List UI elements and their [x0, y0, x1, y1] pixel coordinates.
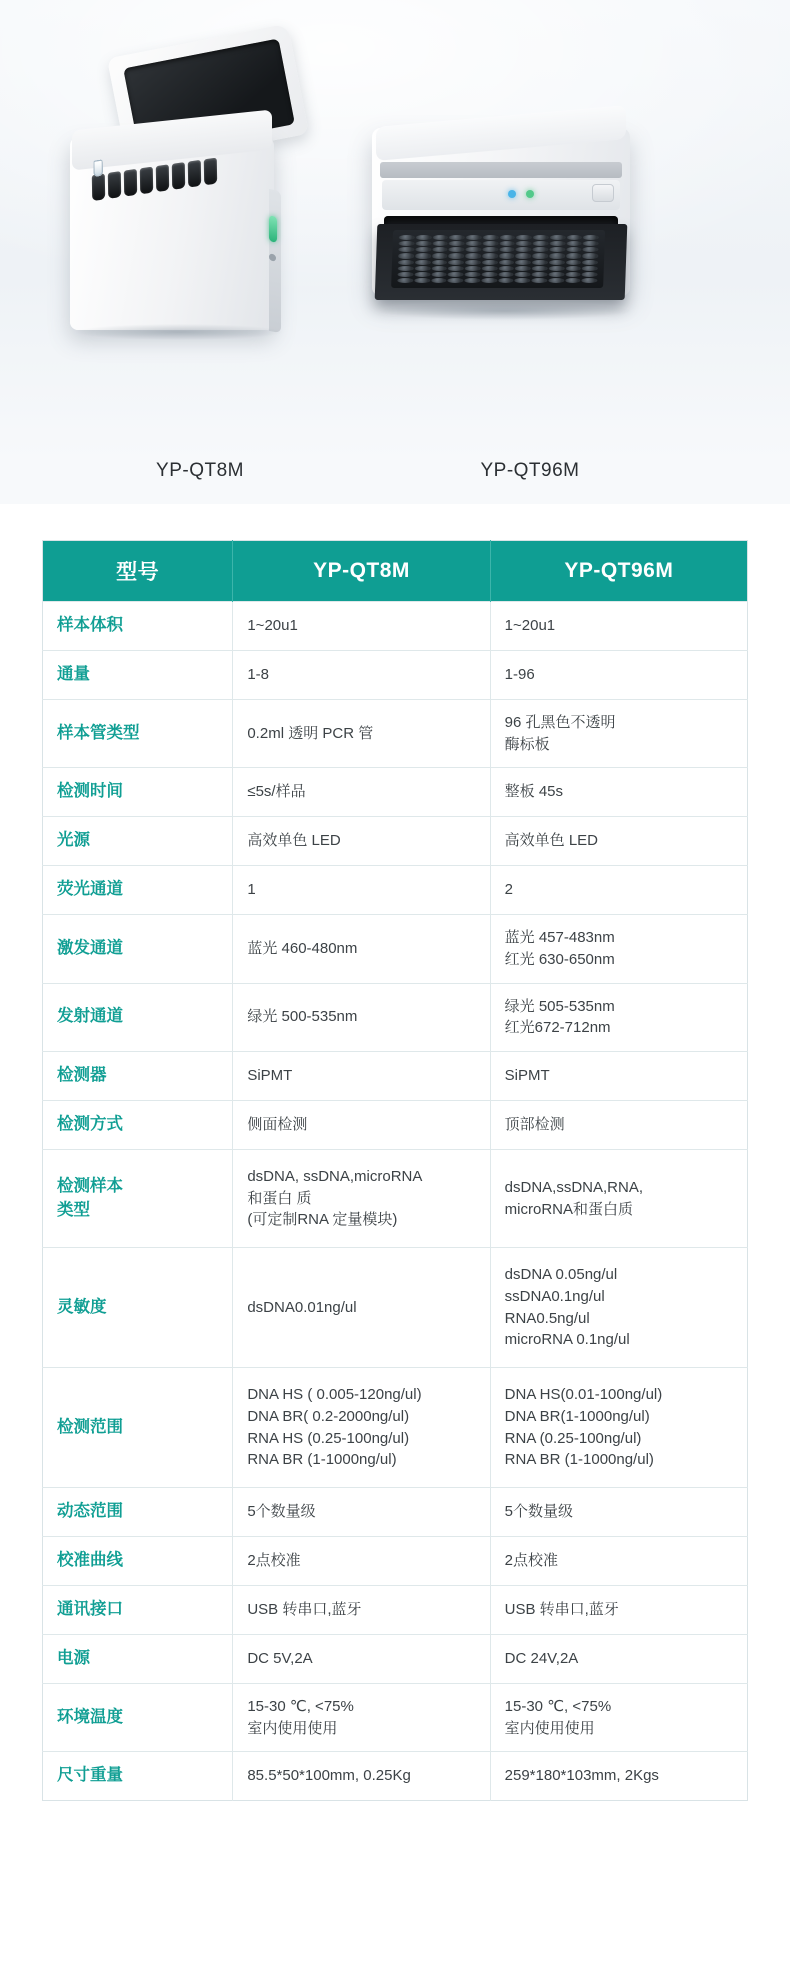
- row-label-9: [43, 1052, 233, 1101]
- row-label-12: [43, 1248, 233, 1368]
- row-value-qt8m-19: [233, 1752, 490, 1801]
- row-value-qt8m-14: [233, 1488, 490, 1537]
- row-value-qt8m-10: [233, 1101, 490, 1150]
- cell-text-line: 1: [247, 881, 256, 899]
- table-row: [43, 1488, 748, 1537]
- row-label-1: [43, 602, 233, 651]
- cell-text-line: 红光672-712nm: [504, 1019, 611, 1037]
- cell-text-line: 绿光 500-535nm: [247, 1008, 358, 1026]
- row-value-qt96m-12: [490, 1248, 747, 1368]
- row-value-qt96m-14: [490, 1488, 747, 1537]
- cell-text-line: 1-8: [247, 666, 270, 683]
- cell-text-line: 96 孔黑色不透明: [504, 713, 616, 731]
- cell-text-line: 15-30 ℃, <75%: [247, 1697, 354, 1715]
- cell-text-line: 高效单色 LED: [247, 832, 341, 850]
- table-row: [43, 1586, 748, 1635]
- cell-text-line: 5个数量级: [504, 1503, 573, 1521]
- cell-text-line: 发射通道: [57, 1007, 123, 1026]
- row-value-qt96m-13: [490, 1368, 747, 1488]
- table-row: [43, 650, 748, 699]
- row-label-19: [43, 1752, 233, 1801]
- cell-text-line: 蓝光 460-480nm: [247, 939, 358, 957]
- row-value-qt96m-3: [490, 699, 747, 768]
- cell-text-line: dsDNA 0.05ng/ul: [504, 1266, 618, 1284]
- table-row: [43, 1683, 748, 1752]
- cell-text-line: 动态范围: [57, 1502, 123, 1521]
- cell-text-line: microRNA 0.1ng/ul: [504, 1331, 630, 1349]
- row-value-qt96m-19: [490, 1752, 747, 1801]
- cell-text-line: 顶部检测: [504, 1116, 565, 1134]
- row-value-qt8m-7: [233, 915, 490, 984]
- row-label-17: [43, 1634, 233, 1683]
- indicator-green-icon: [526, 190, 534, 198]
- cell-text-line: DNA BR(1-1000ng/ul): [504, 1407, 650, 1425]
- cell-text-line: DNA BR( 0.2-2000ng/ul): [247, 1407, 410, 1425]
- device-grey-band: [380, 162, 622, 178]
- cell-text-line: SiPMT: [504, 1067, 550, 1085]
- cell-text-line: 2: [504, 881, 513, 899]
- row-label-15: [43, 1537, 233, 1586]
- caption-right-product: YP-QT96M: [480, 460, 580, 481]
- cell-text-line: 检测方式: [57, 1115, 123, 1134]
- row-label-3: [43, 699, 233, 768]
- cell-text-line: 红光 630-650nm: [504, 950, 615, 968]
- cell-text-line: 整板 45s: [504, 783, 564, 801]
- row-value-qt8m-9: [233, 1052, 490, 1101]
- row-label-7: [43, 915, 233, 984]
- cell-text-line: 酶标板: [504, 735, 550, 753]
- column-header-qt8m: YP-QT8M: [233, 541, 490, 602]
- cell-text-line: DC 24V,2A: [504, 1650, 579, 1668]
- cell-text-line: dsDNA0.01ng/ul: [247, 1298, 357, 1316]
- plate-tray: [375, 224, 628, 300]
- table-row: [43, 915, 748, 984]
- row-label-5: [43, 817, 233, 866]
- table-row: [43, 983, 748, 1052]
- cell-text-line: 2点校准: [504, 1552, 558, 1570]
- row-value-qt96m-16: [490, 1586, 747, 1635]
- spec-table: [42, 540, 748, 1801]
- cell-text-line: 室内使用使用: [247, 1719, 338, 1737]
- cell-text-line: microRNA和蛋白质: [504, 1200, 633, 1218]
- row-label-14: [43, 1488, 233, 1537]
- cell-text-line: 检测器: [57, 1066, 107, 1085]
- row-value-qt96m-18: [490, 1683, 747, 1752]
- cell-text-line: 样本管类型: [57, 723, 140, 742]
- device-96well-icon: [372, 128, 672, 338]
- cell-text-line: 绿光 505-535nm: [504, 997, 615, 1015]
- table-row: [43, 1101, 748, 1150]
- row-label-16: [43, 1586, 233, 1635]
- cell-text-line: 环境温度: [57, 1707, 123, 1726]
- row-label-10: [43, 1101, 233, 1150]
- row-value-qt96m-17: [490, 1634, 747, 1683]
- cell-text-line: 校准曲线: [57, 1551, 123, 1570]
- spec-table-head: [43, 541, 748, 602]
- product-hero: [0, 0, 790, 460]
- cell-text-line: 通讯接口: [57, 1600, 123, 1619]
- table-row: [43, 1537, 748, 1586]
- cell-text-line: 荧光通道: [57, 880, 123, 899]
- row-value-qt96m-15: [490, 1537, 747, 1586]
- tube-well: [108, 171, 121, 199]
- tube-well: [172, 162, 185, 190]
- cell-text-line: SiPMT: [247, 1067, 293, 1085]
- cell-text-line: 1~20u1: [247, 617, 298, 635]
- cell-text-line: USB 转串口,蓝牙: [247, 1601, 362, 1619]
- cell-text-line: 激发通道: [57, 938, 123, 957]
- table-row: [43, 699, 748, 768]
- status-led-icon: [269, 215, 277, 243]
- cell-text-line: 1-96: [504, 666, 535, 683]
- cell-text-line: USB 转串口,蓝牙: [504, 1601, 619, 1619]
- cell-text-line: 室内使用使用: [504, 1719, 595, 1737]
- cell-text-line: 检测时间: [57, 782, 123, 801]
- table-row: [43, 817, 748, 866]
- row-value-qt8m-11: [233, 1149, 490, 1247]
- row-value-qt8m-6: [233, 866, 490, 915]
- row-value-qt8m-5: [233, 817, 490, 866]
- tube-well: [140, 167, 153, 195]
- cell-text-line: DC 5V,2A: [247, 1650, 313, 1668]
- cell-text-line: RNA (0.25-100ng/ul): [504, 1429, 642, 1447]
- caption-left-product: YP-QT8M: [156, 460, 244, 481]
- row-label-2: [43, 650, 233, 699]
- row-value-qt96m-1: [490, 602, 747, 651]
- row-value-qt96m-10: [490, 1101, 747, 1150]
- device-front-panel: [382, 180, 620, 210]
- row-value-qt96m-9: [490, 1052, 747, 1101]
- product-captions: [0, 460, 790, 504]
- cell-text-line: 样本体积: [57, 616, 123, 634]
- cell-text-line: RNA HS (0.25-100ng/ul): [247, 1429, 410, 1447]
- cell-text-line: 侧面检测: [247, 1116, 308, 1134]
- cell-text-line: DNA HS(0.01-100ng/ul): [504, 1386, 663, 1404]
- cell-text-line: 高效单色 LED: [504, 832, 599, 850]
- row-value-qt8m-2: [233, 650, 490, 699]
- spec-table-wrapper: [0, 504, 790, 1861]
- row-value-qt96m-8: [490, 983, 747, 1052]
- cell-text-line: 类型: [57, 1200, 90, 1219]
- row-label-6: [43, 866, 233, 915]
- cell-text-line: 0.2ml 透明 PCR 管: [247, 724, 374, 742]
- row-value-qt96m-6: [490, 866, 747, 915]
- row-value-qt8m-18: [233, 1683, 490, 1752]
- row-value-qt8m-15: [233, 1537, 490, 1586]
- row-label-13: [43, 1368, 233, 1488]
- table-row: [43, 1634, 748, 1683]
- tube-well: [204, 158, 217, 186]
- device-side-strip: [269, 189, 281, 333]
- cell-text-line: DNA HS ( 0.005-120ng/ul): [247, 1386, 422, 1404]
- tube-well: [156, 164, 169, 192]
- cell-text-line: 检测样本: [57, 1176, 123, 1195]
- table-row: [43, 1368, 748, 1488]
- cell-text-line: (可定制RNA 定量模块): [247, 1211, 398, 1229]
- row-value-qt8m-1: [233, 602, 490, 651]
- tube-well: [188, 160, 201, 188]
- cell-text-line: 259*180*103mm, 2Kgs: [504, 1767, 659, 1785]
- cell-text-line: ≤5s/样品: [247, 783, 306, 801]
- device-shadow: [380, 302, 630, 320]
- table-row: [43, 1752, 748, 1801]
- row-label-8: [43, 983, 233, 1052]
- table-row: [43, 768, 748, 817]
- row-value-qt8m-3: [233, 699, 490, 768]
- cell-text-line: 5个数量级: [247, 1503, 316, 1521]
- row-value-qt96m-11: [490, 1149, 747, 1247]
- cell-text-line: 电源: [57, 1648, 90, 1667]
- row-value-qt8m-16: [233, 1586, 490, 1635]
- cell-text-line: 灵敏度: [57, 1297, 107, 1316]
- row-value-qt8m-4: [233, 768, 490, 817]
- row-value-qt96m-4: [490, 768, 747, 817]
- table-row: [43, 866, 748, 915]
- row-value-qt96m-2: [490, 650, 747, 699]
- device-body: [70, 136, 274, 330]
- cell-text-line: RNA BR (1-1000ng/ul): [504, 1451, 654, 1469]
- microplate-grid: [397, 235, 599, 283]
- cell-text-line: 和蛋白 质: [247, 1189, 312, 1207]
- column-header-model: 型号: [43, 541, 233, 602]
- row-value-qt8m-12: [233, 1248, 490, 1368]
- cell-text-line: dsDNA, ssDNA,microRNA: [247, 1167, 423, 1185]
- power-button-icon: [592, 184, 614, 202]
- indicator-blue-icon: [508, 190, 516, 198]
- microplate-96well: [391, 230, 605, 288]
- row-label-18: [43, 1683, 233, 1752]
- cell-text-line: 15-30 ℃, <75%: [504, 1697, 612, 1715]
- table-row: [43, 1052, 748, 1101]
- row-value-qt96m-5: [490, 817, 747, 866]
- cell-text-line: 85.5*50*100mm, 0.25Kg: [247, 1767, 411, 1785]
- spec-table-body: [43, 602, 748, 1801]
- row-value-qt96m-7: [490, 915, 747, 984]
- cell-text-line: RNA0.5ng/ul: [504, 1309, 590, 1327]
- cell-text-line: ssDNA0.1ng/ul: [504, 1287, 605, 1305]
- table-row: [43, 1248, 748, 1368]
- tube-well: [124, 169, 137, 197]
- table-row: [43, 602, 748, 651]
- cell-text-line: 蓝光 457-483nm: [504, 929, 615, 947]
- cell-text-line: 光源: [57, 831, 90, 850]
- pcr-tube-icon: [94, 160, 103, 177]
- cell-text-line: 2点校准: [247, 1552, 301, 1570]
- cell-text-line: 1~20u1: [504, 617, 556, 635]
- row-value-qt8m-13: [233, 1368, 490, 1488]
- cell-text-line: RNA BR (1-1000ng/ul): [247, 1451, 397, 1469]
- device-8tube-icon: [70, 40, 310, 330]
- row-label-11: [43, 1149, 233, 1247]
- row-value-qt8m-17: [233, 1634, 490, 1683]
- row-value-qt8m-8: [233, 983, 490, 1052]
- tube-well: [92, 173, 105, 201]
- table-header-row: [43, 541, 748, 602]
- column-header-qt96m: YP-QT96M: [490, 541, 747, 602]
- cell-text-line: 通量: [57, 664, 90, 683]
- cell-text-line: dsDNA,ssDNA,RNA,: [504, 1178, 644, 1196]
- row-label-4: [43, 768, 233, 817]
- cell-text-line: 尺寸重量: [57, 1766, 123, 1785]
- table-row: [43, 1149, 748, 1247]
- device-shadow: [76, 324, 282, 340]
- cell-text-line: 检测范围: [57, 1417, 123, 1436]
